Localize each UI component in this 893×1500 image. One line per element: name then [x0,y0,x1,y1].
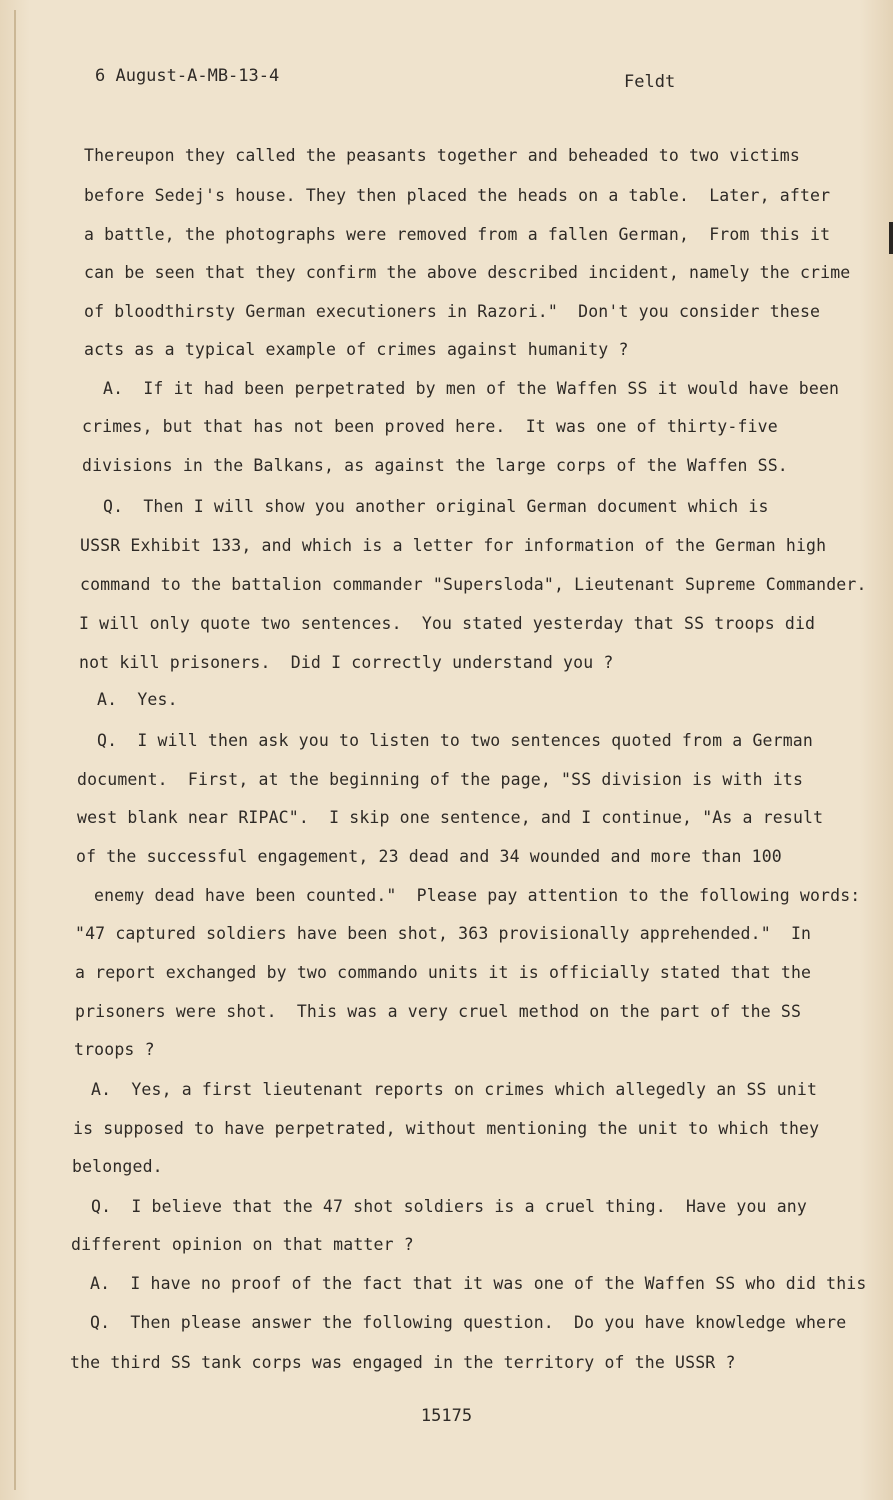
text-line: Thereupon they called the peasants together and beheaded to two victims [84,146,800,165]
text-line: belonged. [72,1157,163,1176]
text-line: a battle, the photographs were removed from a fallen German, From this it [84,225,831,244]
page-number: 15175 [420,1406,473,1426]
text-line: can be seen that they confirm the above described incident, namely the crime [84,263,851,282]
paper-edge [14,10,16,1490]
binding-mark [889,222,893,254]
text-line: different opinion on that matter ? [71,1235,414,1254]
text-line: troops ? [74,1040,155,1059]
answer-line: A. If it had been perpetrated by men of the Waffen SS it would have been [103,379,840,398]
text-line: acts as a typical example of crimes against humanity ? [84,340,629,359]
text-line: document. First, at the beginning of the page, "SS division is with its [77,770,804,789]
text-line: the third SS tank corps was engaged in the territory of the USSR ? [70,1353,736,1372]
text-line: before Sedej's house. They then placed the heads on a table. Later, after [84,186,831,205]
question-line: Q. I will then ask you to listen to two sentences quoted from a German [97,731,813,750]
text-line: of bloodthirsty German executioners in Razori." Don't you consider these [84,302,821,321]
text-line: divisions in the Balkans, as against the large corps of the Waffen SS. [82,456,788,475]
text-line: of the successful engagement, 23 dead and 34 wounded and more than 100 [76,847,782,866]
answer-line: A. Yes. [97,690,178,709]
text-line: is supposed to have perpetrated, without mentioning the unit to which they [73,1119,820,1138]
text-line: enemy dead have been counted." Please pay attention to the following words: [94,886,861,905]
witness-name: Feldt [624,72,676,92]
text-line: not kill prisoners. Did I correctly understand you ? [79,653,614,672]
question-line: Q. Then I will show you another original German document which is [103,497,769,516]
answer-line: A. Yes, a first lieutenant reports on crimes which allegedly an SS unit [91,1080,818,1099]
question-line: Q. Then please answer the following question. Do you have knowledge where [90,1313,847,1332]
question-line: Q. I believe that the 47 shot soldiers is a cruel thing. Have you any [91,1197,807,1216]
text-line: "47 captured soldiers have been shot, 363 provisionally apprehended." In [75,924,812,943]
text-line: a report exchanged by two commando units it is officially stated that the [75,963,812,982]
text-line: prisoners were shot. This was a very cruel method on the part of the SS [75,1002,802,1021]
text-line: crimes, but that has not been proved here. It was one of thirty-five [82,417,778,436]
document-reference: 6 August-A-MB-13-4 [95,66,280,86]
text-line: west blank near RIPAC". I skip one sentence, and I continue, "As a result [77,808,824,827]
text-line: I will only quote two sentences. You stated yesterday that SS troops did [79,614,816,633]
text-line: USSR Exhibit 133, and which is a letter for information of the German high [80,536,827,555]
text-line: command to the battalion commander "Supersloda", Lieutenant Supreme Commander. [80,575,867,594]
answer-line: A. I have no proof of the fact that it was one of the Waffen SS who did this [90,1274,867,1293]
